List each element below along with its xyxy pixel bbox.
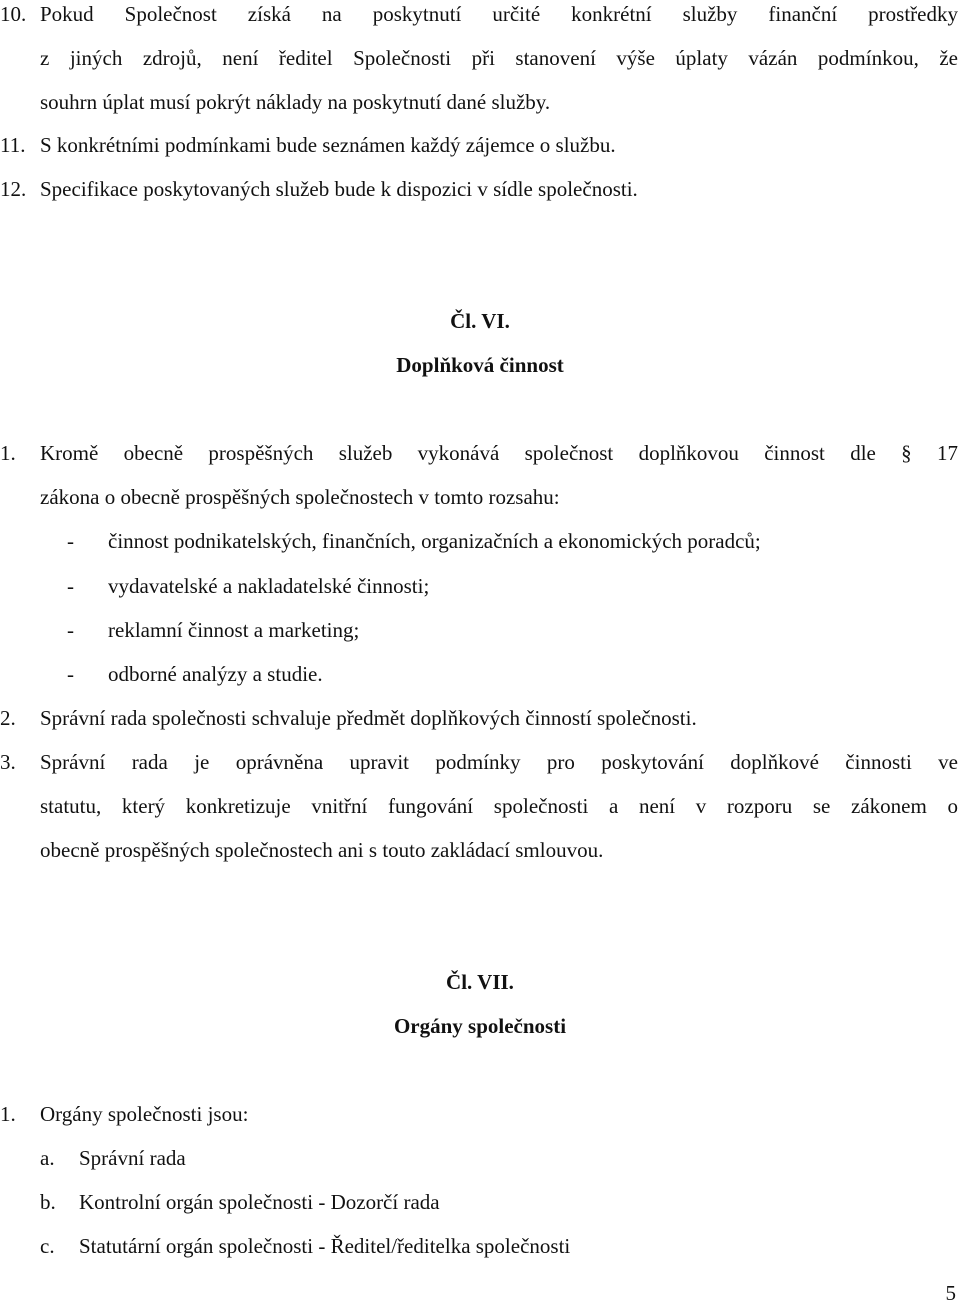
bullet-dash: - <box>67 574 74 598</box>
bullet-item-2: vydavatelské a nakladatelské činnosti; <box>108 574 430 598</box>
subitem-text-c: Statutární orgán společnosti - Ředitel/ředitelka společnosti <box>79 1234 571 1258</box>
vi-item-1-line-1: Kromě obecně prospěšných služeb vykonává společnost doplňkovou činnost dle § 17 <box>40 441 958 465</box>
section-vi-number: Čl. VI. <box>450 309 510 333</box>
item-10-line-3: souhrn úplat musí pokrýt náklady na poskytnutí dané služby. <box>40 90 551 114</box>
vi-item-2-text: Správní rada společnosti schvaluje předmět doplňkových činností společnosti. <box>40 706 697 730</box>
bullet-item-4: odborné analýzy a studie. <box>108 662 323 686</box>
item-10-number: 10. <box>0 2 27 26</box>
bullet-dash: - <box>67 662 74 686</box>
item-12-text: Specifikace poskytovaných služeb bude k dispozici v sídle společnosti. <box>40 177 638 201</box>
vi-item-3-number: 3. <box>0 750 16 774</box>
vii-item-1-number: 1. <box>0 1102 16 1126</box>
vii-item-1-text: Orgány společnosti jsou: <box>40 1102 249 1126</box>
vi-item-2-number: 2. <box>0 706 16 730</box>
section-vi-title: Doplňková činnost <box>396 353 564 377</box>
item-10-line-1: Pokud Společnost získá na poskytnutí určité konkrétní služby finanční prostředky <box>40 2 958 26</box>
bullet-item-1: činnost podnikatelských, finančních, organizačních a ekonomických poradců; <box>108 529 761 553</box>
vi-item-1-number: 1. <box>0 441 16 465</box>
vi-item-3-line-1: Správní rada je oprávněna upravit podmínky pro poskytování doplňkové činnosti ve <box>40 750 958 774</box>
item-11-number: 11. <box>0 133 26 157</box>
bullet-item-3: reklamní činnost a marketing; <box>108 618 360 642</box>
section-vii-title: Orgány společnosti <box>393 1014 567 1038</box>
subitem-letter-c: c. <box>40 1234 55 1258</box>
subitem-text-b: Kontrolní orgán společnosti - Dozorčí rada <box>79 1190 440 1214</box>
subitem-letter-a: a. <box>40 1146 55 1170</box>
item-11-text: S konkrétními podmínkami bude seznámen každý zájemce o službu. <box>40 133 616 157</box>
vi-item-3-line-2: statutu, který konkretizuje vnitřní fungování společnosti a není v rozporu se zákonem o <box>40 794 958 818</box>
bullet-dash: - <box>67 618 74 642</box>
page-number: 5 <box>945 1281 956 1305</box>
section-vii-number: Čl. VII. <box>446 970 514 994</box>
vi-item-1-line-2: zákona o obecně prospěšných společnostech v tomto rozsahu: <box>40 485 560 509</box>
subitem-text-a: Správní rada <box>79 1146 186 1170</box>
bullet-dash: - <box>67 529 74 553</box>
vi-item-3-line-3: obecně prospěšných společnostech ani s touto zakládací smlouvou. <box>40 838 604 862</box>
item-10-line-2: z jiných zdrojů, není ředitel Společnosti při stanovení výše úplaty vázán podmínkou, že <box>40 46 958 70</box>
item-12-number: 12. <box>0 177 27 201</box>
subitem-letter-b: b. <box>40 1190 56 1214</box>
